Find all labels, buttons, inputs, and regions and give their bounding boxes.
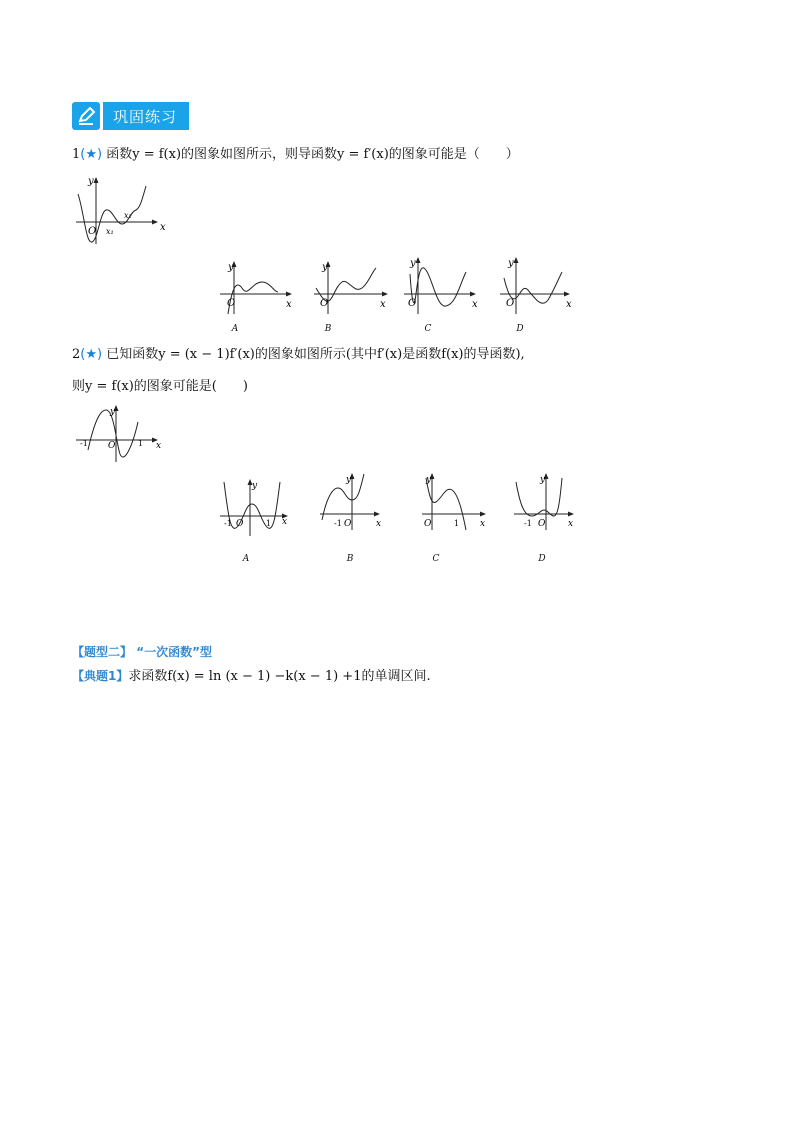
axis-origin: O [344,519,352,529]
tick-neg-1: -1 [334,519,342,528]
option-label-d: D [538,554,546,564]
axis-x-label: x [156,441,162,451]
axis-x-label: x [472,299,478,310]
axis-y-label: y [426,475,432,485]
axis-x-label: x [286,299,292,310]
section-heading [72,643,212,660]
axis-origin: O [320,298,329,309]
axis-x-label: x [160,222,166,233]
option-label-c: C [424,324,432,334]
q1-option-d-graph [496,254,578,318]
option-label-a: A [242,554,250,564]
question-2 [72,346,525,364]
option-label-b: B [346,554,354,564]
axis-origin: O [408,298,417,309]
q2-option-a-graph [216,476,296,538]
option-label-b: B [324,324,332,334]
axis-y-label: y [252,481,258,491]
section-heading-title: “一次函数”型 [136,645,212,659]
tick-pos-1: 1 [454,519,460,528]
example-1 [72,667,431,686]
axis-y-label: y [540,475,546,485]
section-banner [72,102,189,130]
section-heading-tag: 【题型二】 [72,645,133,659]
axis-y-label: y [508,258,514,269]
mark-x1: x₁ [106,227,114,236]
mark-x2: x₂ [124,211,132,220]
question-1 [72,146,519,164]
axis-y-label: y [88,176,94,187]
axis-x-label: x [282,517,288,527]
option-label-c: C [432,554,440,564]
axis-y-label: y [228,262,234,273]
q2-main-graph [72,402,168,464]
axis-origin: O [506,298,515,309]
option-label-a: A [231,324,239,334]
q1-option-b-graph [310,258,392,318]
pencil-icon [72,102,100,130]
q2-option-b-graph [316,470,388,532]
tick-neg-1: -1 [80,439,88,448]
q1-option-a-graph [214,258,296,318]
axis-origin: O [227,298,236,309]
tick-neg-1: -1 [524,519,532,528]
axis-y-label: y [410,258,416,269]
axis-origin: O [108,441,116,451]
axis-x-label: x [480,519,486,529]
axis-y-label: y [346,475,352,485]
banner-title: 巩固练习 [103,102,189,130]
q1-main-graph [72,172,172,248]
tick-pos-1: 1 [138,439,144,448]
question-number: 1 [72,147,81,162]
axis-y-label: y [110,407,116,417]
axis-x-label: x [376,519,382,529]
question-number: 2 [72,347,81,362]
axis-x-label: x [380,299,386,310]
example-tag: 【典题1】 [72,669,129,683]
q2-option-d-graph [510,470,582,532]
q1-option-c-graph [400,254,482,318]
axis-origin: O [88,226,97,237]
axis-y-label: y [322,262,328,273]
axis-x-label: x [568,519,574,529]
question-2-line2: 则y = f(x)的图象可能是( ) [72,379,248,394]
axis-origin: O [236,519,244,529]
tick-neg-1: -1 [224,519,232,528]
axis-origin: O [424,519,432,529]
example-text: 求函数f(x) = ln (x − 1) −k(x − 1) +1的单调区间. [128,669,431,684]
axis-origin: O [538,519,546,529]
question-text-line1: 已知函数y = (x − 1)f′(x)的图象如图所示(其中f′(x)是函数f(x)的导函数), [106,347,525,362]
tick-pos-1: 1 [266,519,272,528]
axis-x-label: x [566,299,572,310]
star-rating: (★) [80,147,103,162]
option-label-d: D [516,324,524,334]
star-rating: (★) [80,347,103,362]
q2-option-c-graph [418,470,490,532]
question-text: 函数y = f(x)的图象如图所示，则导函数y = f′(x)的图象可能是（ ） [106,147,519,162]
